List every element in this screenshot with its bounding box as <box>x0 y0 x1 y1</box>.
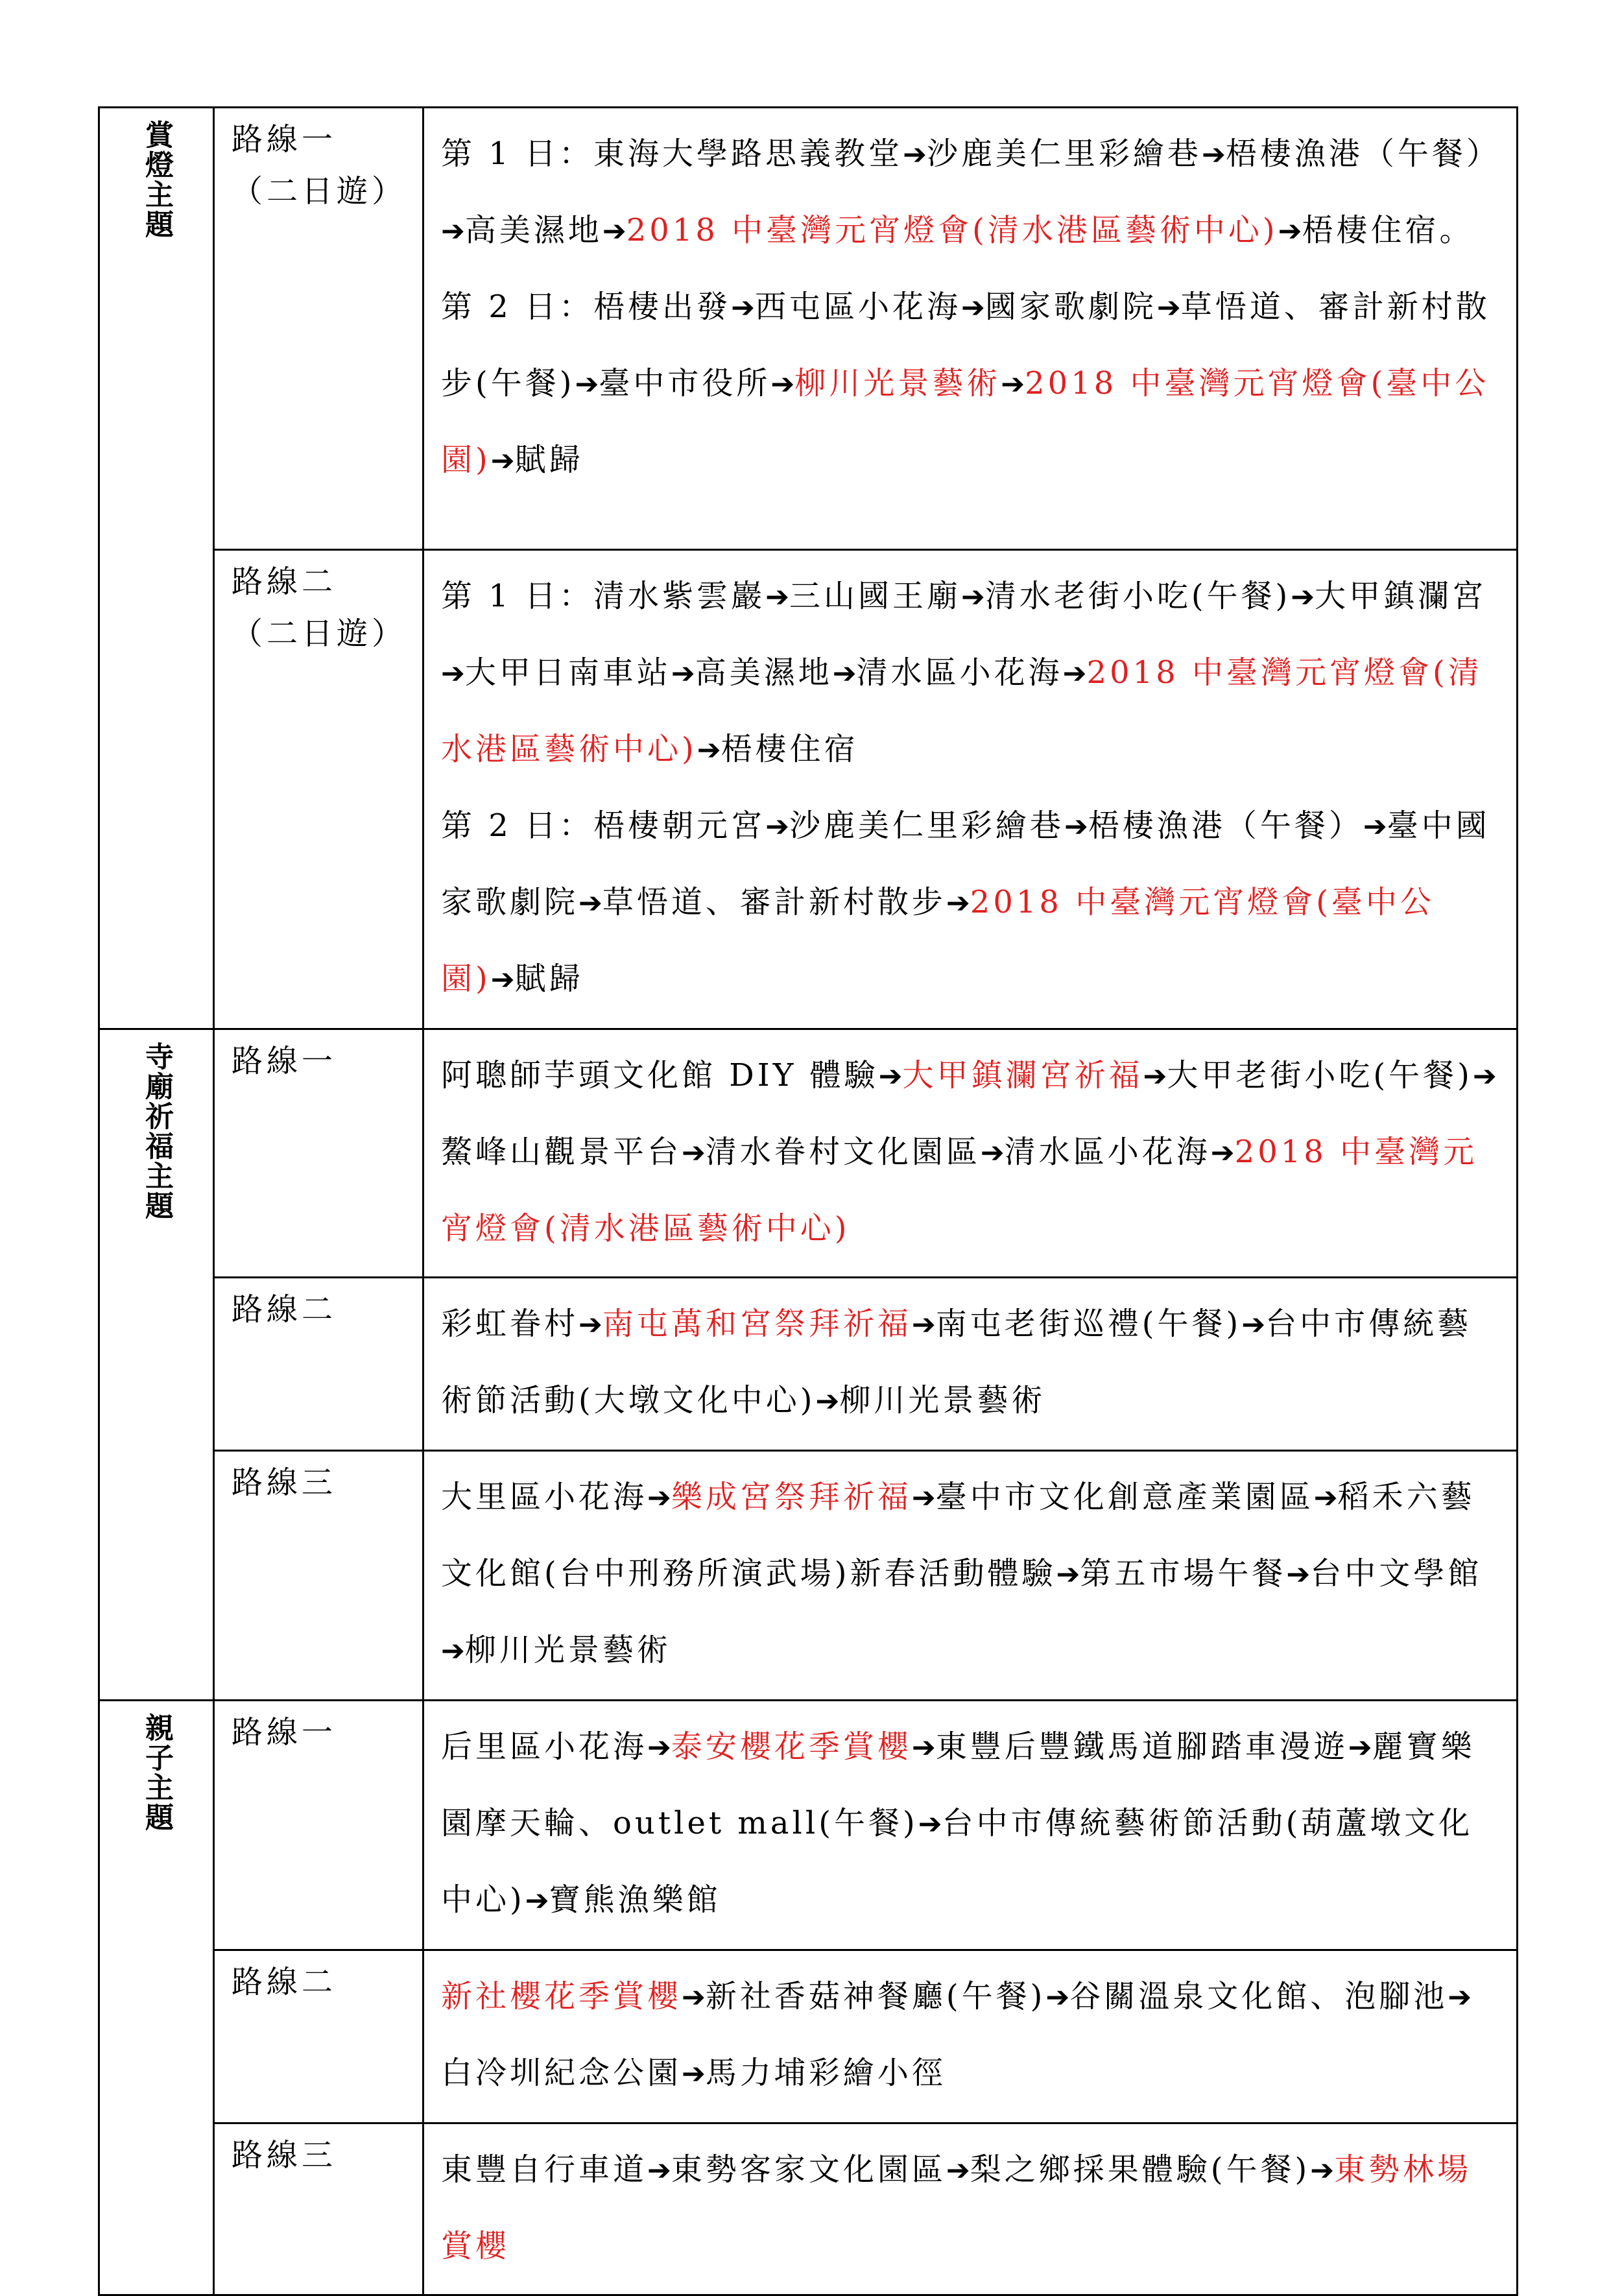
arrow-icon: ➔ <box>1062 657 1087 690</box>
theme-cell <box>99 1701 214 2295</box>
itinerary-stop: 東勢客家文化園區 <box>671 2151 946 2188</box>
itinerary-stop: 台中文學館 <box>1310 1555 1483 1592</box>
route-name: 路線三 <box>232 2137 337 2173</box>
arrow-icon: ➔ <box>647 1481 671 1514</box>
arrow-icon: ➔ <box>671 657 695 690</box>
itinerary-stop: 柳川光景藝術 <box>464 1632 671 1668</box>
itinerary-stop: 梨之鄉採果體驗(午餐) <box>970 2151 1311 2188</box>
itinerary-stop: 梧棲漁港（午餐） <box>1088 807 1363 844</box>
arrow-icon: ➔ <box>575 368 599 401</box>
route-row <box>99 550 1518 1029</box>
route-name-cell <box>214 1950 423 2123</box>
itinerary-stop: 馬力埔彩繪小徑 <box>705 2055 946 2091</box>
itinerary-stop: 清水老街小吃(午餐) <box>984 578 1291 614</box>
arrow-icon: ➔ <box>682 1136 706 1169</box>
itinerary-stop: 谷關溫泉文化館、泡腳池 <box>1069 1978 1448 2015</box>
itinerary-paragraph <box>441 1459 1505 1689</box>
arrow-icon: ➔ <box>441 215 465 248</box>
theme-title: 親子主題 <box>140 1713 173 1832</box>
arrow-icon: ➔ <box>911 1481 936 1514</box>
itinerary-stop: 第五市場午餐 <box>1080 1555 1287 1592</box>
arrow-icon: ➔ <box>911 1731 936 1764</box>
arrow-icon: ➔ <box>1363 810 1387 843</box>
theme-cell <box>99 108 214 1029</box>
itinerary-stop: 鰲峰山觀景平台 <box>441 1134 682 1170</box>
route-name: 路線二 <box>232 1964 337 2000</box>
route-row <box>99 1278 1518 1451</box>
itinerary-paragraph <box>441 269 1505 499</box>
route-row <box>99 108 1518 550</box>
itinerary-paragraph <box>441 116 1505 269</box>
arrow-icon: ➔ <box>903 138 927 171</box>
route-name-cell <box>214 1701 423 1950</box>
route-description-cell <box>423 108 1518 550</box>
itinerary-paragraph <box>441 1038 1505 1266</box>
itinerary-stop: 大甲鎮瀾宮 <box>1315 578 1487 614</box>
itinerary-stop: 清水區小花海 <box>856 654 1063 691</box>
route-duration: （二日遊） <box>232 616 407 652</box>
itinerary-stop: 柳川光景藝術 <box>839 1382 1046 1418</box>
route-name-cell <box>214 1029 423 1278</box>
itinerary-stop: 沙鹿美仁里彩繪巷 <box>926 136 1202 172</box>
arrow-icon: ➔ <box>832 657 857 690</box>
highlight-stop: 2018 中臺灣元宵燈會(臺中公園) <box>441 365 1490 478</box>
itinerary-paragraph <box>441 1709 1505 1939</box>
itinerary-stop: 賦歸 <box>514 961 584 997</box>
itinerary-stop: 清水區小花海 <box>1004 1134 1211 1170</box>
arrow-icon: ➔ <box>960 580 985 614</box>
itinerary-paragraph <box>441 1286 1505 1439</box>
itinerary-table <box>98 106 1518 2296</box>
theme-title: 寺廟祈福主題 <box>140 1042 173 1221</box>
itinerary-stop: 稻禾六藝文化館(台中刑務所演武場)新春活動體驗 <box>441 1479 1475 1592</box>
itinerary-stop: 麗寶樂園摩天輪、outlet mall(午餐) <box>441 1728 1475 1841</box>
arrow-icon: ➔ <box>1156 291 1181 324</box>
arrow-icon: ➔ <box>1278 215 1302 248</box>
itinerary-stop: 大里區小花海 <box>441 1479 648 1515</box>
highlight-stop: 東勢林場賞櫻 <box>441 2151 1472 2264</box>
arrow-icon: ➔ <box>1064 810 1088 843</box>
itinerary-stop: 賦歸 <box>514 442 584 478</box>
arrow-icon: ➔ <box>682 2057 706 2090</box>
itinerary-stop: 台中市傳統藝術節活動(葫蘆墩文化中心) <box>441 1805 1473 1918</box>
arrow-icon: ➔ <box>1448 1981 1472 2014</box>
route-name: 路線一 <box>232 1714 337 1751</box>
arrow-icon: ➔ <box>731 291 755 324</box>
arrow-icon: ➔ <box>815 1385 840 1418</box>
highlight-stop: 2018 中臺灣元宵燈會(臺中公園) <box>441 884 1435 997</box>
arrow-icon: ➔ <box>647 2154 671 2187</box>
route-duration: （二日遊） <box>232 173 407 209</box>
highlight-stop: 樂成宮祭拜祈福 <box>671 1479 912 1515</box>
itinerary-stop: 第 1 日：東海大學路思義教堂 <box>441 136 903 172</box>
itinerary-stop: 彩虹眷村 <box>441 1306 579 1342</box>
route-name-cell <box>214 2123 423 2295</box>
arrow-icon: ➔ <box>578 1308 602 1341</box>
itinerary-stop: 南屯老街巡禮(午餐) <box>935 1306 1242 1342</box>
highlight-stop: 南屯萬和宮祭拜祈福 <box>602 1306 912 1342</box>
itinerary-stop: 草悟道、審計新村散步(午餐) <box>441 289 1490 401</box>
highlight-stop: 泰安櫻花季賞櫻 <box>671 1728 912 1765</box>
highlight-stop: 2018 中臺灣元宵燈會(清水港區藝術中心) <box>626 212 1278 248</box>
itinerary-stop: 第 1 日：清水紫雲巖 <box>441 578 766 614</box>
arrow-icon: ➔ <box>946 2154 970 2187</box>
arrow-icon: ➔ <box>1001 368 1025 401</box>
itinerary-stop: 臺中市役所 <box>599 365 771 401</box>
arrow-icon: ➔ <box>980 1136 1005 1169</box>
itinerary-stop: 第 2 日：梧棲朝元宮 <box>441 807 766 844</box>
arrow-icon: ➔ <box>1210 1136 1235 1169</box>
arrow-icon: ➔ <box>1313 1481 1338 1514</box>
arrow-icon: ➔ <box>960 291 985 324</box>
arrow-icon: ➔ <box>911 1308 936 1341</box>
route-name: 路線二 <box>232 1291 337 1328</box>
itinerary-stop: 清水眷村文化園區 <box>705 1134 981 1170</box>
highlight-stop: 新社櫻花季賞櫻 <box>441 1978 682 2015</box>
arrow-icon: ➔ <box>1291 580 1315 614</box>
highlight-stop: 2018 中臺灣元宵燈會(清水港區藝術中心) <box>441 654 1483 767</box>
itinerary-stop: 三山國王廟 <box>789 578 961 614</box>
itinerary-paragraph <box>441 2132 1505 2284</box>
itinerary-paragraph <box>441 1959 1505 2112</box>
itinerary-stop: 高美濕地 <box>695 654 833 691</box>
route-name: 路線三 <box>232 1465 337 1501</box>
arrow-icon: ➔ <box>490 963 515 996</box>
route-name-cell <box>214 108 423 550</box>
route-name: 路線一 <box>232 1043 337 1079</box>
arrow-icon: ➔ <box>441 1634 465 1668</box>
route-name: 路線二 <box>232 564 337 600</box>
highlight-stop: 2018 中臺灣元宵燈會(清水港區藝術中心) <box>441 1134 1478 1247</box>
arrow-icon: ➔ <box>765 810 789 843</box>
route-name: 路線一 <box>232 121 337 158</box>
arrow-icon: ➔ <box>1472 1060 1497 1093</box>
arrow-icon: ➔ <box>682 1981 706 2014</box>
arrow-icon: ➔ <box>441 657 465 690</box>
route-row <box>99 1029 1518 1278</box>
itinerary-paragraph <box>441 558 1505 788</box>
arrow-icon: ➔ <box>1241 1308 1266 1341</box>
arrow-icon: ➔ <box>1045 1981 1070 2014</box>
route-description-cell <box>423 1701 1518 1950</box>
arrow-icon: ➔ <box>878 1060 903 1093</box>
arrow-icon: ➔ <box>697 734 721 767</box>
route-row <box>99 1950 1518 2123</box>
itinerary-stop: 白冷圳紀念公園 <box>441 2055 682 2091</box>
itinerary-stop: 沙鹿美仁里彩繪巷 <box>789 807 1064 844</box>
route-description-cell <box>423 550 1518 1029</box>
itinerary-stop: 阿聰師芋頭文化館 DIY 體驗 <box>441 1057 879 1094</box>
itinerary-stop: 大甲老街小吃(午餐) <box>1167 1057 1473 1094</box>
arrow-icon: ➔ <box>1348 1731 1372 1764</box>
route-name-cell <box>214 550 423 1029</box>
itinerary-stop: 后里區小花海 <box>441 1728 648 1765</box>
arrow-icon: ➔ <box>918 1808 942 1841</box>
itinerary-stop: 草悟道、審計新村散步 <box>602 884 946 920</box>
arrow-icon: ➔ <box>647 1731 671 1764</box>
route-description-cell <box>423 1029 1518 1278</box>
arrow-icon: ➔ <box>1201 138 1226 171</box>
itinerary-stop: 新社香菇神餐廳(午餐) <box>705 1978 1046 2015</box>
itinerary-stop: 梧棲住宿 <box>721 731 859 767</box>
highlight-stop: 柳川光景藝術 <box>794 365 1001 401</box>
itinerary-stop: 梧棲漁港（午餐） <box>1225 136 1501 172</box>
itinerary-stop: 梧棲住宿。 <box>1302 212 1474 248</box>
arrow-icon: ➔ <box>602 215 626 248</box>
arrow-icon: ➔ <box>1310 2154 1335 2187</box>
itinerary-stop: 臺中國家歌劇院 <box>441 807 1490 920</box>
route-row <box>99 2123 1518 2295</box>
highlight-stop: 大甲鎮瀾宮祈福 <box>902 1057 1143 1094</box>
arrow-icon: ➔ <box>1286 1558 1311 1591</box>
itinerary-stop: 第 2 日：梧棲出發 <box>441 289 732 325</box>
route-name-cell <box>214 1451 423 1701</box>
arrow-icon: ➔ <box>770 368 795 401</box>
theme-cell <box>99 1029 214 1701</box>
arrow-icon: ➔ <box>765 580 789 614</box>
itinerary-stop: 東豐后豐鐵馬道腳踏車漫遊 <box>935 1728 1348 1765</box>
route-description-cell <box>423 1451 1518 1701</box>
arrow-icon: ➔ <box>1056 1558 1080 1591</box>
itinerary-stop: 國家歌劇院 <box>984 289 1157 325</box>
arrow-icon: ➔ <box>1143 1060 1167 1093</box>
itinerary-stop: 東豐自行車道 <box>441 2151 648 2188</box>
theme-title: 賞燈主題 <box>140 120 173 239</box>
itinerary-stop: 西屯區小花海 <box>754 289 961 325</box>
route-description-cell <box>423 1950 1518 2123</box>
itinerary-stop: 台中市傳統藝術節活動(大墩文化中心) <box>441 1306 1472 1418</box>
itinerary-paragraph <box>441 788 1505 1018</box>
arrow-icon: ➔ <box>525 1884 549 1917</box>
itinerary-stop: 臺中市文化創意產業園區 <box>935 1479 1314 1515</box>
itinerary-stop: 高美濕地 <box>464 212 602 248</box>
route-description-cell <box>423 1278 1518 1451</box>
itinerary-stop: 寶熊漁樂館 <box>549 1882 721 1918</box>
arrow-icon: ➔ <box>946 887 970 920</box>
route-row <box>99 1451 1518 1701</box>
arrow-icon: ➔ <box>490 444 515 477</box>
route-name-cell <box>214 1278 423 1451</box>
itinerary-stop: 大甲日南車站 <box>464 654 671 691</box>
arrow-icon: ➔ <box>578 887 602 920</box>
route-row <box>99 1701 1518 1950</box>
route-description-cell <box>423 2123 1518 2295</box>
